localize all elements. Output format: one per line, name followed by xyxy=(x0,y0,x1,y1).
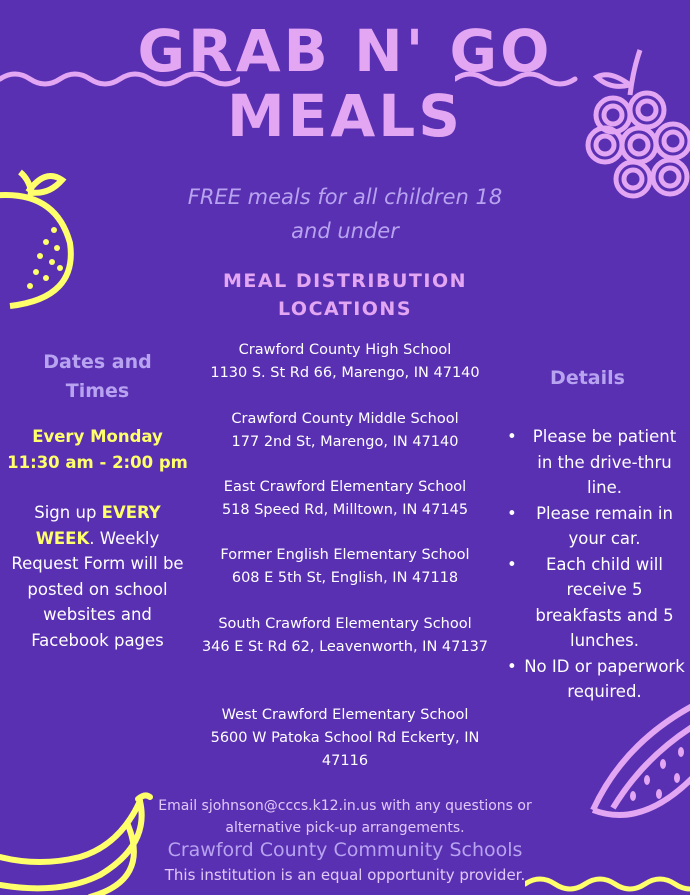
page-title-line-1: GRAB N' GO xyxy=(137,17,553,85)
signup-prefix: Sign up xyxy=(34,503,102,522)
location-name: Crawford County High School xyxy=(238,342,452,358)
detail-item: • Please remain in your car. xyxy=(503,501,690,552)
details-list xyxy=(503,424,690,705)
location-item xyxy=(195,339,495,385)
locations-heading: MEAL DISTRIBUTION LOCATIONS xyxy=(223,270,467,320)
watermelon-icon xyxy=(585,700,690,830)
location-address: 5600 W Patoka School Rd Eckerty, IN 47116 xyxy=(210,730,480,769)
schedule-hours: 11:30 am - 2:00 pm xyxy=(7,453,188,472)
detail-item: • Each child will receive 5 breakfasts and 5 lunches. xyxy=(503,552,690,654)
wavy-line-bottom-decoration xyxy=(525,870,690,895)
location-item xyxy=(195,408,495,454)
location-item xyxy=(195,704,495,773)
location-item xyxy=(195,613,495,659)
location-address: 346 E St Rd 62, Leavenworth, IN 47137 xyxy=(201,639,489,655)
location-address: 1130 S. St Rd 66, Marengo, IN 47140 xyxy=(210,365,480,381)
details-heading: Details xyxy=(550,367,625,389)
location-item xyxy=(195,476,495,522)
orange-icon xyxy=(0,158,90,318)
location-name: Crawford County Middle School xyxy=(231,411,459,427)
signup-suffix: . Weekly Request Form will be posted on school websites and Facebook pages xyxy=(11,528,184,650)
location-name: West Crawford Elementary School xyxy=(221,707,469,723)
page-title-line-2: MEALS xyxy=(227,82,463,150)
location-address: 177 2nd St, Marengo, IN 47140 xyxy=(231,434,459,450)
detail-item: • Please be patient in the drive-thru line. xyxy=(503,424,690,501)
schedule-day: Every Monday xyxy=(32,427,163,446)
location-address: 608 E 5th St, English, IN 47118 xyxy=(231,570,459,586)
location-address: 518 Speed Rd, Milltown, IN 47145 xyxy=(221,502,469,518)
subtitle: FREE meals for all children 18 and under xyxy=(187,185,503,243)
contact-email-note: Email sjohnson@cccs.k12.in.us with any questions or alternative pick-up arrangements. xyxy=(158,798,532,836)
signup-emphasis: EVERY WEEK xyxy=(35,503,161,548)
location-item xyxy=(195,544,495,590)
location-name: South Crawford Elementary School xyxy=(218,616,472,632)
signup-note xyxy=(4,500,191,653)
equal-opportunity-disclaimer: This institution is an equal opportunity provider. xyxy=(164,866,526,884)
detail-item: • No ID or paperwork required. xyxy=(503,654,690,705)
location-name: East Crawford Elementary School xyxy=(223,479,467,495)
dates-heading: Dates and Times xyxy=(43,351,152,402)
organization-name: Crawford County Community Schools xyxy=(167,839,523,861)
location-name: Former English Elementary School xyxy=(220,547,470,563)
